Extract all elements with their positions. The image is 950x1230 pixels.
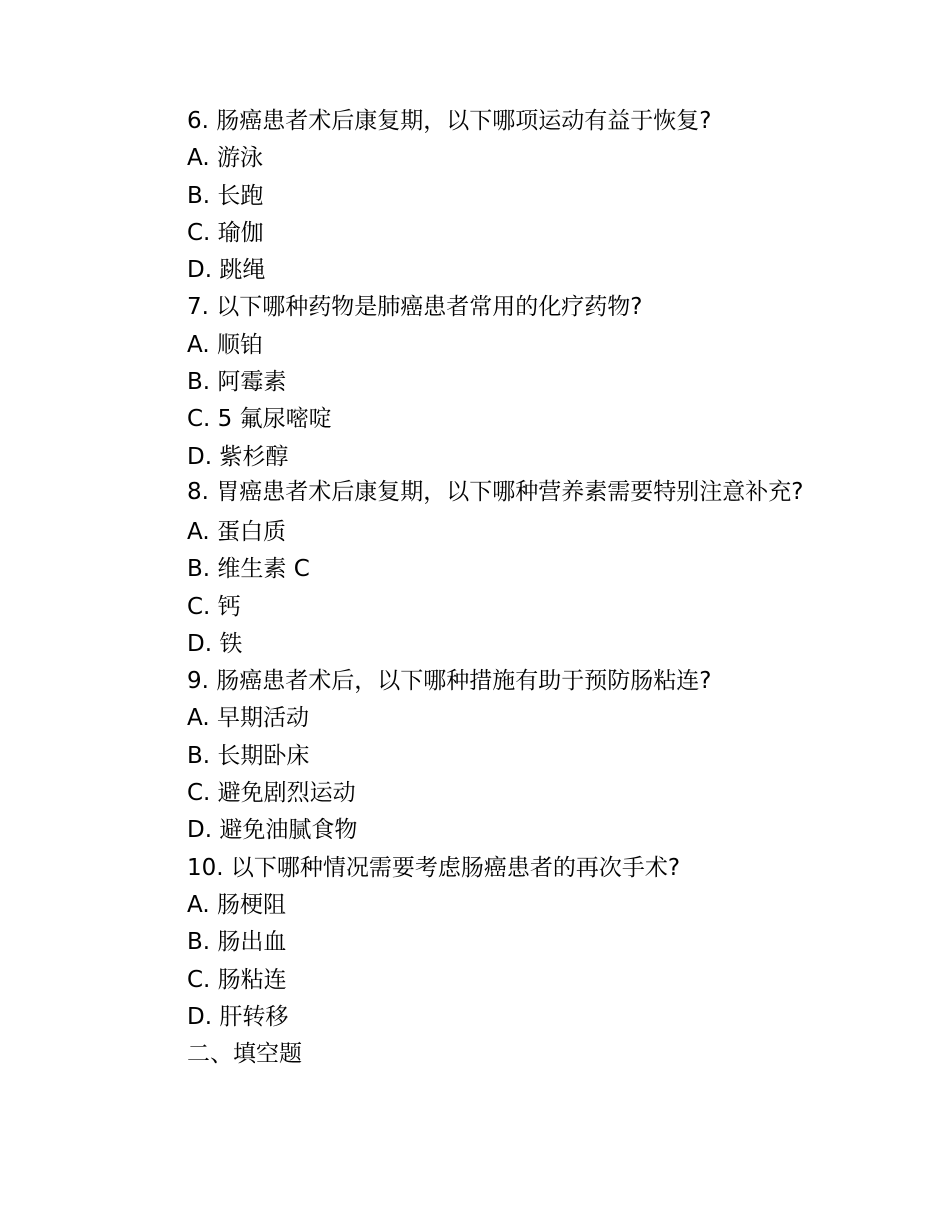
option-b: B. 长期卧床: [187, 742, 310, 769]
question-stem: 7. 以下哪种药物是肺癌患者常用的化疗药物?: [187, 294, 643, 321]
option-d: D. 紫杉醇: [187, 443, 289, 470]
question-stem: 9. 肠癌患者术后，以下哪种措施有助于预防肠粘连?: [187, 668, 712, 695]
question-7: [140, 289, 820, 475]
option-b: B. 长跑: [187, 182, 264, 209]
option-d: D. 跳绳: [187, 257, 266, 284]
option-d: D. 避免油腻食物: [187, 817, 358, 844]
option-c: C. 避免剧烈运动: [187, 780, 356, 807]
question-6: [140, 103, 820, 289]
option-a: A. 早期活动: [187, 705, 309, 732]
option-a: A. 肠梗阻: [187, 891, 286, 918]
question-9: [140, 663, 820, 849]
option-c: C. 瑜伽: [187, 219, 264, 246]
question-10: [140, 850, 820, 1036]
option-c: C. 肠粘连: [187, 966, 287, 993]
option-a: A. 顺铂: [187, 331, 263, 358]
option-a: A. 蛋白质: [187, 518, 286, 545]
option-c: C. 钙: [187, 593, 241, 620]
option-d: D. 肝转移: [187, 1003, 289, 1030]
option-d: D. 铁: [187, 630, 243, 657]
question-stem: 10. 以下哪种情况需要考虑肠癌患者的再次手术?: [187, 854, 681, 881]
section-heading: 二、填空题: [187, 1041, 302, 1068]
question-8: [140, 476, 820, 663]
question-stem: 6. 肠癌患者术后康复期，以下哪项运动有益于恢复?: [187, 108, 712, 134]
option-a: A. 游泳: [187, 145, 263, 172]
option-b: B. 维生素 C: [187, 556, 310, 583]
option-b: B. 阿霉素: [187, 369, 287, 396]
option-c: C. 5 氟尿嘧啶: [187, 406, 332, 433]
option-b: B. 肠出血: [187, 929, 287, 956]
question-stem: 8. 胃癌患者术后康复期，以下哪种营养素需要特别注意补充?: [187, 478, 804, 505]
